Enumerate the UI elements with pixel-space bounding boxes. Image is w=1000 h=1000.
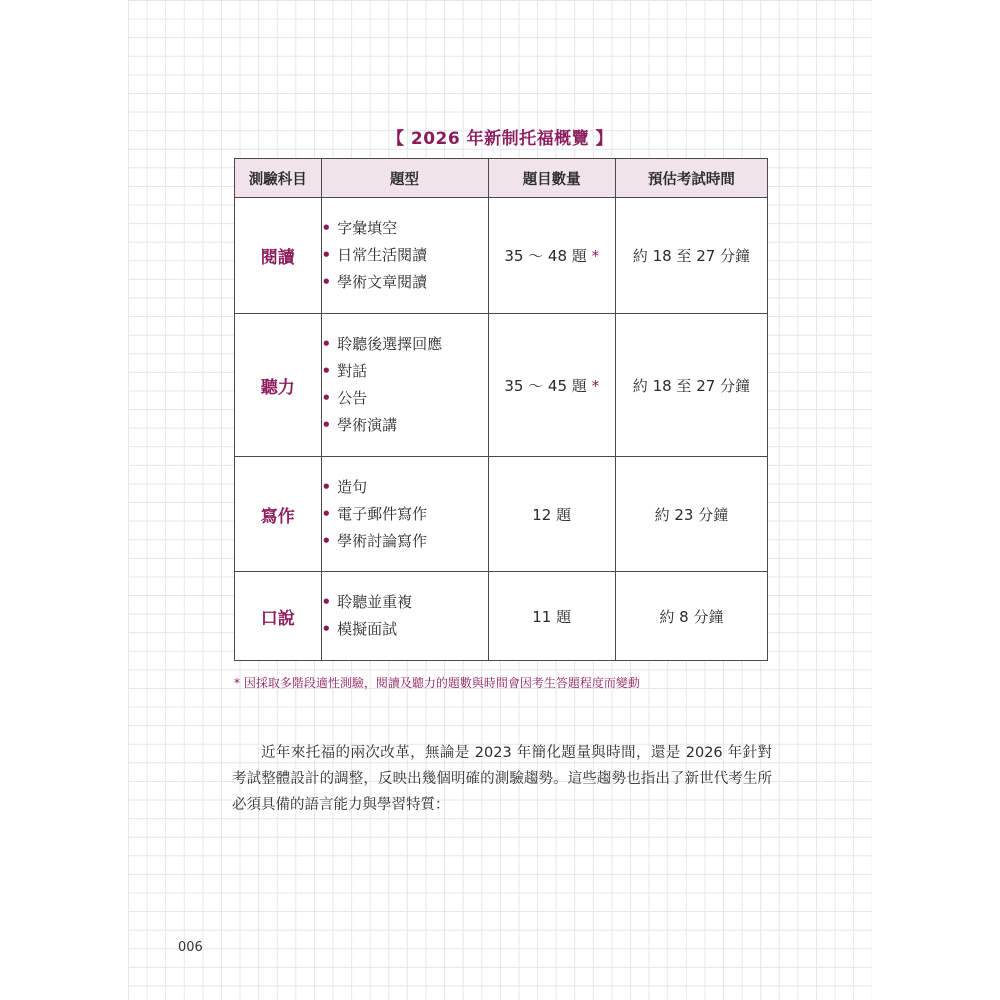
list-item: • 學術文章閱讀	[321, 273, 428, 291]
table-row-speaking	[235, 572, 768, 661]
time-listening: 約 18 至 27 分鐘	[615, 314, 767, 457]
subject-reading: 閱讀	[235, 198, 322, 314]
types-writing	[321, 457, 488, 572]
bullet-icon: •	[321, 362, 332, 380]
bullet-icon: •	[321, 620, 332, 638]
list-item: • 造句	[321, 477, 368, 496]
list-item: • 電子郵件寫作	[321, 504, 428, 523]
header-estimated-time: 預估考試時間	[615, 159, 767, 198]
subject-listening: 聽力	[235, 314, 322, 457]
list-item: • 學術演講	[321, 416, 398, 434]
list-item: • 日常生活閱讀	[321, 246, 428, 264]
subject-writing: 寫作	[235, 457, 322, 572]
list-item: • 公告	[321, 389, 368, 407]
time-reading: 約 18 至 27 分鐘	[615, 198, 767, 314]
body-paragraph: 近年來托福的兩次改革，無論是 2023 年簡化題量與時間，還是 2026 年針對考試整體設計的調整，反映出幾個明確的測驗趨勢。這些趨勢也指出了新世代考生所必須具備的語言能力與學習特質：	[232, 745, 772, 813]
table-row-reading	[235, 198, 768, 314]
bullet-icon: •	[321, 273, 332, 291]
list-item: • 對話	[321, 362, 368, 380]
bullet-icon: •	[321, 246, 332, 264]
bullet-icon: •	[321, 531, 332, 550]
toefl-overview-table	[234, 158, 768, 661]
list-item: • 聆聽後選擇回應	[321, 335, 443, 353]
list-item: • 字彙填空	[321, 219, 398, 237]
list-item: • 模擬面試	[321, 620, 398, 638]
types-speaking	[321, 572, 488, 661]
table-header-row	[235, 159, 768, 198]
header-subject: 測驗科目	[235, 159, 322, 198]
bullet-icon: •	[321, 389, 332, 407]
table-row-listening	[235, 314, 768, 457]
asterisk-mark: *	[591, 247, 600, 265]
header-question-count: 題目數量	[488, 159, 615, 198]
asterisk-mark: *	[591, 376, 600, 395]
time-speaking: 約 8 分鐘	[615, 572, 767, 661]
table-title: 【 2026 年新制托福概覽 】	[386, 129, 614, 149]
table-row-writing	[235, 457, 768, 572]
header-question-type: 題型	[321, 159, 488, 198]
count-writing: 12 題	[488, 457, 615, 572]
bullet-icon: •	[321, 219, 332, 237]
bullet-icon: •	[321, 477, 332, 496]
list-item: • 學術討論寫作	[321, 531, 428, 550]
count-reading: 35 ～ 48 題 *	[488, 198, 615, 314]
subject-speaking: 口說	[235, 572, 322, 661]
count-listening: 35 ～ 45 題 *	[488, 314, 615, 457]
types-reading	[321, 198, 488, 314]
bullet-icon: •	[321, 416, 332, 434]
types-listening	[321, 314, 488, 457]
time-writing: 約 23 分鐘	[615, 457, 767, 572]
bullet-icon: •	[321, 593, 332, 611]
count-speaking: 11 題	[488, 572, 615, 661]
bullet-icon: •	[321, 504, 332, 523]
table-footnote: * 因採取多階段適性測驗，閱讀及聽力的題數與時間會因考生答題程度而變動	[234, 676, 640, 690]
page-number: 006	[178, 940, 203, 955]
bullet-icon: •	[321, 335, 332, 353]
list-item: • 聆聽並重複	[321, 593, 413, 611]
